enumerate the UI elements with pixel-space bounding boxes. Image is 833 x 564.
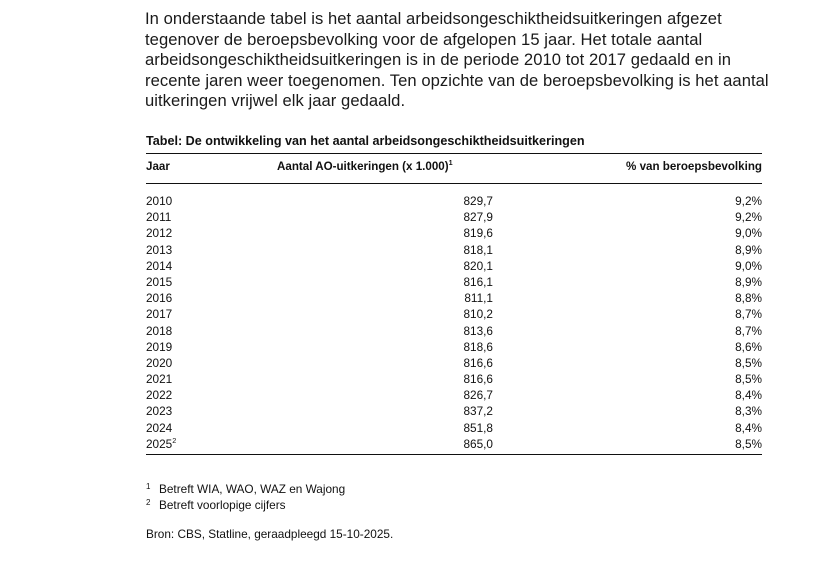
footnote-text: Betreft voorlopige cijfers — [159, 498, 286, 512]
count-cell: 829,7 — [463, 194, 493, 208]
percentage-cell: 9,0% — [735, 258, 762, 273]
count-cell: 813,6 — [463, 323, 493, 338]
count-cell: 837,2 — [463, 404, 493, 419]
table-row — [146, 225, 762, 241]
footnote-ref-1: 1 — [448, 158, 453, 168]
column-header-year: Jaar — [146, 160, 170, 173]
table-row — [146, 209, 762, 225]
year-cell: 2018 — [146, 323, 173, 338]
percentage-cell: 9,2% — [735, 194, 762, 208]
count-cell: 810,2 — [463, 307, 493, 322]
year-cell: 2025$^2$ — [146, 435, 177, 451]
table-row — [146, 274, 762, 290]
count-cell: 820,1 — [463, 258, 493, 273]
count-cell: 851,8 — [463, 420, 493, 435]
percentage-cell: 8,3% — [735, 404, 762, 419]
year-cell: 2016 — [146, 291, 173, 306]
count-cell: 818,6 — [463, 339, 493, 354]
year-cell: 2011 — [146, 210, 172, 225]
table-row — [146, 403, 762, 419]
table-title: Tabel: De ontwikkeling van het aantal arbeidsongeschiktheidsuitkeringen — [146, 134, 585, 148]
percentage-cell: 8,6% — [735, 339, 762, 354]
percentage-cell: 8,7% — [735, 323, 762, 338]
count-cell: 865,0 — [463, 436, 493, 451]
footnote-mark: 1 — [146, 482, 151, 491]
year-cell: 2012 — [146, 226, 173, 241]
source-note: Bron: CBS, Statline, geraadpleegd 15-10-2025. — [146, 527, 394, 541]
intro-paragraph: In onderstaande tabel is het aantal arbeidsongeschiktheidsuitkeringen afgezet tegenover de beroepsbevolking voor de afgelopen 15 jaar. Het totale aantal arbeidsongeschiktheidsuitkeringen is in de periode 2010 tot 2017 gedaald en in recente jaren weer toegenomen. Ten opzichte van de beroepsbevolking is het aantal uitkeringen vrijwel elk jaar gedaald. — [145, 9, 769, 111]
year-cell: 2021 — [146, 372, 173, 387]
count-cell: 819,6 — [463, 226, 493, 241]
count-cell: 816,1 — [463, 274, 493, 289]
table-body — [146, 193, 762, 452]
year-cell: 2022 — [146, 388, 173, 403]
table-row — [146, 339, 762, 355]
percentage-cell: 8,8% — [735, 291, 762, 306]
year-cell: 2013 — [146, 242, 173, 257]
year-cell: 2015 — [146, 274, 173, 289]
year-cell: 2023 — [146, 404, 173, 419]
table-row — [146, 371, 762, 387]
table-row — [146, 323, 762, 339]
percentage-cell: 8,5% — [735, 355, 762, 370]
table-top-rule — [146, 153, 762, 154]
footnote-ref-2: 2 — [172, 435, 177, 445]
percentage-cell: 9,0% — [735, 226, 762, 241]
year-cell: 2020 — [146, 355, 173, 370]
percentage-cell: 8,7% — [735, 307, 762, 322]
year-cell: 2019 — [146, 339, 173, 354]
footnote-text: Betreft WIA, WAO, WAZ en Wajong — [159, 482, 346, 496]
year-cell: 2014 — [146, 258, 173, 273]
percentage-cell: 8,4% — [735, 420, 762, 435]
count-cell: 827,9 — [463, 210, 493, 225]
footnote-1 — [146, 482, 345, 496]
table-header-rule — [146, 183, 762, 184]
count-cell: 816,6 — [463, 355, 493, 370]
table-row — [146, 306, 762, 322]
count-cell: 816,6 — [463, 372, 493, 387]
percentage-cell: 8,9% — [735, 274, 762, 289]
percentage-cell: 9,2% — [735, 210, 762, 225]
year-cell: 2024 — [146, 420, 173, 435]
table-row — [146, 242, 762, 258]
column-header-percentage: % van beroepsbevolking — [626, 160, 762, 173]
year-cell: 2010 — [146, 194, 173, 208]
table-row — [146, 193, 762, 209]
table-row — [146, 387, 762, 403]
percentage-cell: 8,4% — [735, 388, 762, 403]
count-cell: 818,1 — [463, 242, 493, 257]
footnote-2 — [146, 498, 286, 512]
percentage-cell: 8,5% — [735, 372, 762, 387]
table-row — [146, 420, 762, 436]
year-cell: 2017 — [146, 307, 173, 322]
table-row — [146, 355, 762, 371]
table-row — [146, 436, 762, 452]
percentage-cell: 8,5% — [735, 436, 762, 451]
count-cell: 811,1 — [464, 291, 493, 306]
table-bottom-rule — [146, 454, 762, 455]
column-header-count: Aantal AO-uitkeringen (x 1.000)$^1$ — [277, 158, 453, 173]
footnote-mark: 2 — [146, 498, 151, 507]
count-cell: 826,7 — [463, 388, 493, 403]
table-row — [146, 290, 762, 306]
table-row — [146, 258, 762, 274]
percentage-cell: 8,9% — [735, 242, 762, 257]
